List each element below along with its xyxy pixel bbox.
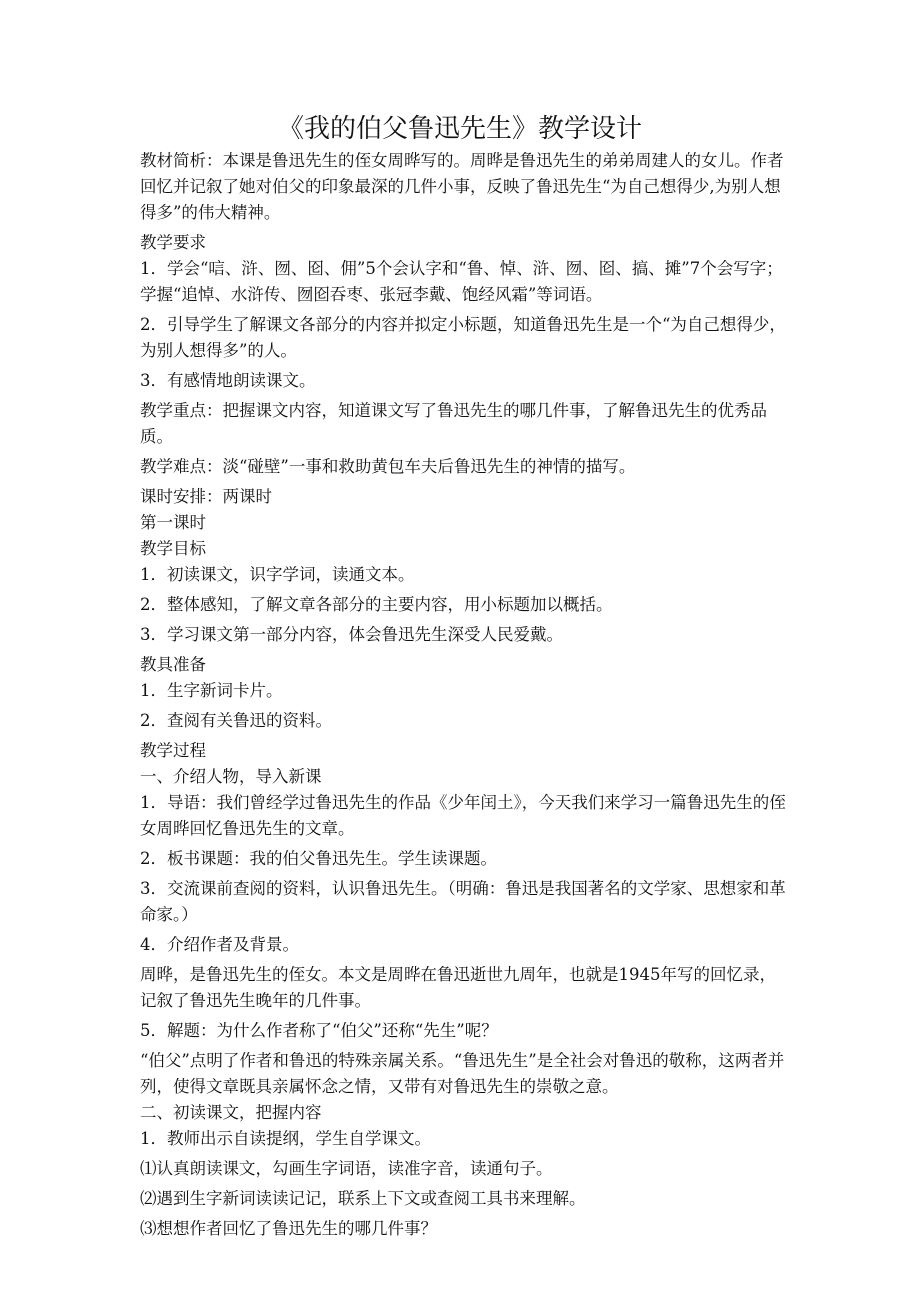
- heading-first-lesson: 第一课时: [140, 513, 206, 532]
- document-body: [140, 148, 788, 1246]
- sub-list-item: ⑴认真朗读课文，勾画生字词语，读准字音，读通句子。: [140, 1159, 553, 1178]
- list-item: 2．整体感知，了解文章各部分的主要内容，用小标题加以概括。: [140, 595, 613, 614]
- sub-list-item: ⑶想想作者回忆了鲁迅先生的哪几件事？: [140, 1219, 437, 1238]
- paragraph-title-explanation: “伯父”点明了作者和鲁迅的特殊亲属关系。“鲁迅先生”是全社会对鲁迅的敬称，这两者并列，使得文章既具亲属怀念之情，又带有对鲁迅先生的崇敬之意。: [140, 1051, 785, 1096]
- paragraph-schedule: 课时安排：两课时: [140, 487, 272, 506]
- list-item: 3．交流课前查阅的资料，认识鲁迅先生。（明确：鲁迅是我国著名的文学家、思想家和革命家。）: [140, 879, 786, 924]
- list-item: 5．解题：为什么作者称了“伯父”还称“先生”呢？: [140, 1021, 498, 1040]
- heading-materials: 教具准备: [140, 655, 206, 674]
- paragraph-difficulties: 教学难点：淡“碰壁”一事和救助黄包车夫后鲁迅先生的神情的描写。: [140, 457, 636, 476]
- list-item: 1．教师出示自读提纲，学生自学课文。: [140, 1129, 431, 1148]
- paragraph-author-background: 周晔，是鲁迅先生的侄女。本文是周晔在鲁迅逝世九周年，也就是1945年写的回忆录，记叙了鲁迅先生晚年的几件事。: [140, 965, 776, 1010]
- paragraph-key-points: 教学重点：把握课文内容，知道课文写了鲁迅先生的哪几件事，了解鲁迅先生的优秀品质。: [140, 401, 767, 446]
- list-item: 1．初读课文，识字学词，读通文本。: [140, 565, 415, 584]
- list-item: 2．查阅有关鲁迅的资料。: [140, 711, 332, 730]
- list-item: 1．生字新词卡片。: [140, 681, 283, 700]
- list-item: 3．学习课文第一部分内容，体会鲁迅先生深受人民爱戴。: [140, 625, 563, 644]
- heading-requirements: 教学要求: [140, 233, 206, 252]
- list-item: 1．学会“唁、浒、囫、囵、佣”5个会认字和“鲁、悼、浒、囫、囵、搞、摊”7个会写字；学握“追悼、水浒传、囫囵吞枣、张冠李戴、饱经风霜”等词语。: [140, 259, 783, 304]
- heading-objectives: 教学目标: [140, 539, 206, 558]
- list-item: 4．介绍作者及背景。: [140, 935, 299, 954]
- list-item: 2．引导学生了解课文各部分的内容并拟定小标题，知道鲁迅先生是一个“为自己想得少，为别人想得多”的人。: [140, 315, 786, 360]
- paragraph-intro: 教材简析：本课是鲁迅先生的侄女周晔写的。周晔是鲁迅先生的弟弟周建人的女儿。作者回忆并记叙了她对伯父的印象最深的几件小事，反映了鲁迅先生“为自己想得少,为别人想得多”的伟大精神。: [140, 151, 784, 222]
- list-item: 3．有感情地朗读课文。: [140, 371, 316, 390]
- list-item: 1．导语：我们曾经学过鲁迅先生的作品《少年闰土》，今天我们来学习一篇鲁迅先生的侄女周晔回忆鲁迅先生的文章。: [140, 793, 786, 838]
- heading-process: 教学过程: [140, 741, 206, 760]
- document-title: 《我的伯父鲁迅先生》教学设计: [277, 114, 642, 144]
- sub-list-item: ⑵遇到生字新词读读记记，联系上下文或查阅工具书来理解。: [140, 1189, 586, 1208]
- list-item: 2．板书课题：我的伯父鲁迅先生。学生读课题。: [140, 849, 497, 868]
- heading-section-one: 一、介绍人物，导入新课: [140, 767, 322, 786]
- heading-section-two: 二、初读课文，把握内容: [140, 1103, 322, 1122]
